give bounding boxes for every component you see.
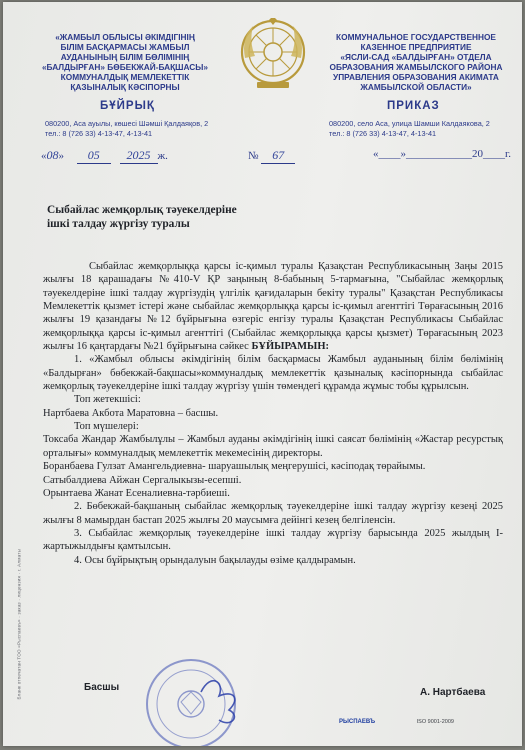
order-number (248, 148, 295, 164)
header-right-line: КАЗЕННОЕ ПРЕДПРИЯТИЕ (360, 42, 472, 52)
date-quote-close: » (58, 150, 64, 162)
body-item-3: 3. Сыбайлас жемқорлық тәуекелдеріне ішкі талдау жүргізу барысында 2025 жылдың І-жартыжылдығы қамтылсын. (43, 527, 503, 553)
header-right-line: ЖАМБЫЛСКОЙ ОБЛАСТИ» (360, 82, 472, 92)
signature-position: Басшы (84, 682, 120, 693)
address-right (329, 119, 490, 139)
doc-word-kazakh: БҰЙРЫҚ (100, 100, 155, 112)
order-number-value: 67 (272, 148, 285, 162)
date-left (41, 148, 168, 164)
member-line: Сатыбалдиева Айжан Сергалыкызы-есепші. (43, 474, 242, 486)
address-left-line: 080200, Аса ауылы, көшесі Шәмші Қалдаяқов, 2 (45, 119, 209, 128)
header-left-line: АУДАНЫНЫҢ БІЛІМ БӨЛІМІНІҢ (60, 52, 190, 62)
date-quote-open: « (41, 150, 47, 162)
body-item-2: 2. Бөбекжай-бақшаның сыбайлас жемқорлық тәуекелдеріне ішкі талдау жүргізу кезеңі 2025 жылғы 8 мамырдан бастап 2025 жылғы 20 маусымға дейінгі кезең белгіленсін. (43, 501, 503, 526)
doc-word-russian: ПРИКАЗ (387, 100, 440, 112)
date-year: 2025 (126, 148, 151, 162)
title-line: Сыбайлас жемқорлық тәуекелдеріне (47, 204, 237, 216)
title-line: ішкі талдау жүргізу туралы (47, 218, 190, 230)
members-label: Топ мүшелері: (74, 421, 139, 433)
header-left-line: ҚАЗЫНАЛЫҚ КӘСІПОРНЫ (70, 82, 180, 92)
address-left-line: тел.: 8 (726 33) 4-13-47, 4-13-41 (45, 129, 153, 138)
margin-note-text: Бланк отпечатан ТОО «Рыспаевъ» · заказ · лицензия · г. Алматы (16, 548, 22, 700)
header-right-line: «ЯСЛИ-САД «БАЛДЫРҒАН» ОТДЕЛА (340, 52, 492, 62)
member-line: Орынтаева Жанат Есеналиевна-тәрбиеші. (43, 487, 230, 499)
date-month: 05 (87, 148, 100, 162)
header-right-line: КОММУНАЛЬНОЕ ГОСУДАРСТВЕННОЕ (336, 32, 496, 42)
date-day: 08 (46, 148, 59, 162)
address-right-line: тел.: 8 (726 33) 4-13-47, 4-13-41 (329, 129, 437, 138)
document-title (47, 203, 367, 231)
header-right-org (321, 32, 511, 92)
document-sheet (3, 2, 522, 746)
footer-brand: РЫСПАЕВЪ (339, 719, 376, 725)
header-right-line: УПРАВЛЕНИЯ ОБРАЗОВАНИЯ АКИМАТА (333, 72, 499, 82)
header-left-org (29, 32, 221, 92)
header-left-line: «БАЛДЫРҒАН» БӨБЕКЖАЙ-БАҚШАСЫ» (41, 62, 209, 72)
header-left-line: КОММУНАЛДЫҚ МЕМЛЕКЕТТІК (60, 72, 190, 82)
body-item-4: 4. Осы бұйрықтың орындалуын бақылауды өзіме қалдырамын. (74, 554, 356, 566)
address-right-line: 080200, село Аса, улица Шамши Калдаякова, 2 (329, 119, 490, 128)
state-emblem-icon (239, 18, 307, 94)
header-right-line: ОБРАЗОВАНИЯ ЖАМБЫЛСКОГО РАЙОНА (329, 62, 503, 72)
date-right-template: «____»____________20____г. (373, 148, 512, 160)
member-line: Токсаба Жандар Жамбылұлы – Жамбыл ауданы әкімдігінің ішкі саясат бөлімінің «Жастар ресурстық орталығы» коммуналдық мемлекеттік мекемесінің директоры. (43, 434, 503, 459)
official-stamp-icon (141, 652, 253, 746)
body-preamble (43, 260, 503, 353)
order-number-label: № (248, 150, 259, 162)
leader-label: Топ жетекшісі: (74, 394, 141, 406)
order-word: БҰЙЫРАМЫН: (251, 341, 329, 353)
signature-scribble (201, 681, 235, 723)
address-left (45, 119, 208, 139)
footer-standard: ISO 9001-2009 (416, 719, 454, 725)
header-left-line: БІЛІМ БАСҚАРМАСЫ ЖАМБЫЛ (60, 42, 190, 52)
body-item-1: 1. «Жамбыл облысы әкімдігінің білім басқармасы Жамбыл ауданының білім бөлімінің «Балдырған» бөбекжай-бақшасы»коммуналдық мемлекеттік қазыналық кәсіпорнында сыбайлас жемқорлық тәуекелдеріне ішкі талдау жүргізу үшін төмендегі құрамда жұмыс тобы құрылсын. (43, 354, 503, 393)
signature-name: А. Нартбаева (420, 687, 486, 698)
leader-line: Нартбаева Акбота Маратовна – басшы. (43, 407, 219, 419)
header-left-line: «ЖАМБЫЛ ОБЛЫСЫ ӘКІМДІГІНІҢ (55, 32, 195, 42)
printer-footer (339, 719, 454, 725)
document-body (43, 260, 503, 567)
preamble-text: Сыбайлас жемқорлыққа қарсы іс-қимыл туралы Қазақстан Республикасының Заңы 2015 жылғы 18 қарашадағы №410-V ҚР заңының 8-бабының 5-тармағына, "Сыбайлас жемқорлық тәуекелдеріне ішкі талдау жүргізудің үлгілік қағидаларын бекіту туралы" Қазақстан Республикасы Мемлекеттік қызмет істері және сыбайлас жемқорлыққа қарсы іс-қимыл агенттігі Төрағасының 2016 жылғы 19 қазандағы №12 бұйрығына өзгеріс енгізу туралы Қазақстан Республикасы Сыбайлас жемқорлыққа қарсы іс-қимыл агенттігі (Сыбайлас жемқорлыққа қарсы қызмет) Төрағасының 2023 жылғы 16 қаңтардағы №21 бұйрығына сәйкес (43, 261, 503, 353)
printer-margin-note (9, 247, 29, 707)
date-year-suffix: ж. (157, 150, 168, 162)
member-line: Боранбаева Гулзат Амангельдиевна- шаруашылық меңгерушісі, кәсіподақ төрайымы. (43, 461, 426, 473)
